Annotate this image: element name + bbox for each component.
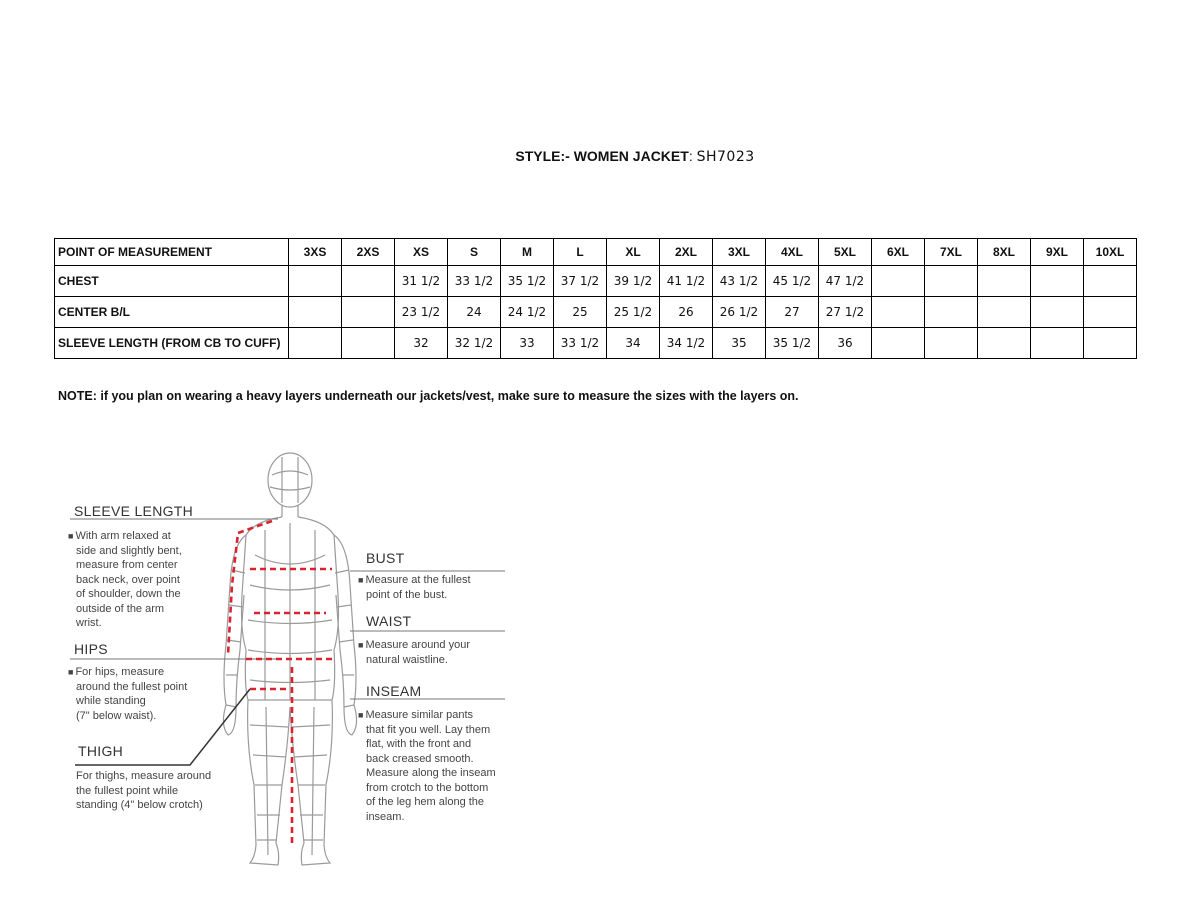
header-size: 5XL: [819, 239, 872, 266]
instruction-line: ■ With arm relaxed at: [68, 530, 171, 542]
measurement-cell: [1084, 328, 1137, 359]
header-size: L: [554, 239, 607, 266]
style-separator: :: [688, 148, 693, 164]
measurement-cell: 39 1/2: [607, 266, 660, 297]
header-size: 2XL: [660, 239, 713, 266]
style-label: STYLE:- WOMEN JACKET: [515, 148, 689, 164]
measurement-cell: 33: [501, 328, 554, 359]
measurement-cell: 34 1/2: [660, 328, 713, 359]
thigh-heading: THIGH: [78, 743, 124, 759]
header-size: 6XL: [872, 239, 925, 266]
bullet-icon: ■: [358, 710, 364, 720]
header-size: 4XL: [766, 239, 819, 266]
measurement-cell: 25: [554, 297, 607, 328]
header-size: M: [501, 239, 554, 266]
row-label: CHEST: [55, 266, 289, 297]
measurement-cell: [872, 266, 925, 297]
measurement-cell: 23 1/2: [395, 297, 448, 328]
measurement-cell: [925, 266, 978, 297]
inseam-heading: INSEAM: [366, 683, 422, 699]
measurement-cell: 31 1/2: [395, 266, 448, 297]
measurement-cell: 26 1/2: [713, 297, 766, 328]
measurement-cell: 45 1/2: [766, 266, 819, 297]
measurement-cell: [925, 297, 978, 328]
measurement-cell: 32: [395, 328, 448, 359]
measurement-cell: 43 1/2: [713, 266, 766, 297]
measurement-cell: 27 1/2: [819, 297, 872, 328]
header-size: 9XL: [1031, 239, 1084, 266]
style-title: [0, 148, 1200, 165]
table-row: [55, 328, 1137, 359]
measurement-cell: [1084, 266, 1137, 297]
measurement-cell: 47 1/2: [819, 266, 872, 297]
header-size: 10XL: [1084, 239, 1137, 266]
row-label: CENTER B/L: [55, 297, 289, 328]
header-size: 3XL: [713, 239, 766, 266]
measurement-cell: [978, 328, 1031, 359]
instruction-line: ■ Measure around your: [358, 639, 470, 651]
measurement-cell: [925, 328, 978, 359]
header-size: XS: [395, 239, 448, 266]
measurement-cell: [342, 297, 395, 328]
instruction-line: ■ Measure at the fullest: [358, 574, 471, 586]
measurement-cell: [342, 266, 395, 297]
measurement-cell: 36: [819, 328, 872, 359]
waist-heading: WAIST: [366, 613, 412, 629]
hips-heading: HIPS: [74, 641, 108, 657]
row-label: SLEEVE LENGTH (FROM CB TO CUFF): [55, 328, 289, 359]
measurement-cell: 27: [766, 297, 819, 328]
measurement-cell: 35 1/2: [501, 266, 554, 297]
sleeve-length-heading: SLEEVE LENGTH: [74, 503, 194, 519]
measurement-cell: [289, 266, 342, 297]
measurement-cell: 33 1/2: [554, 328, 607, 359]
measurement-cell: 24: [448, 297, 501, 328]
measurement-cell: 33 1/2: [448, 266, 501, 297]
header-size: 8XL: [978, 239, 1031, 266]
header-size: 3XS: [289, 239, 342, 266]
bullet-icon: ■: [68, 531, 74, 541]
waist-instructions: ■ Measure around your natural waistline.: [358, 639, 470, 666]
header-point-of-measurement: POINT OF MEASUREMENT: [55, 239, 289, 266]
bust-heading: BUST: [366, 550, 405, 566]
measurement-cell: 35 1/2: [766, 328, 819, 359]
hips-instructions: ■ For hips, measure around the fullest point while standing (7" below waist).: [68, 666, 188, 722]
measurement-guide: [50, 445, 520, 875]
bullet-icon: ■: [358, 640, 364, 650]
measurement-cell: 34: [607, 328, 660, 359]
measurement-cell: [1031, 297, 1084, 328]
style-code: SH7023: [696, 149, 755, 165]
bullet-icon: ■: [358, 575, 364, 585]
measurement-cell: [1084, 297, 1137, 328]
measurement-cell: [978, 297, 1031, 328]
bullet-icon: ■: [68, 667, 74, 677]
measurement-cell: 37 1/2: [554, 266, 607, 297]
measurement-cell: [289, 297, 342, 328]
measurement-cell: [1031, 266, 1084, 297]
measurement-cell: [872, 297, 925, 328]
measurement-cell: 24 1/2: [501, 297, 554, 328]
sleeve-length-instructions: ■ With arm relaxed at side and slightly bent, measure from center back neck, over point of shoulder, down the outside of the arm wrist.: [68, 530, 182, 629]
measurement-cell: [872, 328, 925, 359]
table-row: [55, 266, 1137, 297]
layering-note: NOTE: if you plan on wearing a heavy layers underneath our jackets/vest, make sure to measure the sizes with the layers on.: [58, 389, 799, 403]
measurement-cell: [978, 266, 1031, 297]
bust-instructions: ■ Measure at the fullest point of the bust.: [358, 574, 471, 601]
measurement-cell: 26: [660, 297, 713, 328]
measurement-cell: [289, 328, 342, 359]
thigh-instructions: For thighs, measure around the fullest point while standing (4" below crotch): [76, 770, 212, 811]
measurement-cell: [1031, 328, 1084, 359]
table-header-row: [55, 239, 1137, 266]
header-size: S: [448, 239, 501, 266]
header-size: XL: [607, 239, 660, 266]
measurement-cell: 35: [713, 328, 766, 359]
instruction-line: ■ Measure similar pants: [358, 709, 474, 721]
header-size: 2XS: [342, 239, 395, 266]
table-row: [55, 297, 1137, 328]
measurement-cell: 32 1/2: [448, 328, 501, 359]
inseam-instructions: ■ Measure similar pants that fit you well. Lay them flat, with the front and back creased smooth. Measure along the inseam from crotch to the bottom of the leg hem along the inseam.: [358, 709, 496, 823]
measurement-cell: 25 1/2: [607, 297, 660, 328]
measurement-cell: 41 1/2: [660, 266, 713, 297]
instruction-line: ■ For hips, measure: [68, 666, 165, 678]
header-size: 7XL: [925, 239, 978, 266]
measurement-cell: [342, 328, 395, 359]
size-chart-table: [54, 238, 1137, 359]
